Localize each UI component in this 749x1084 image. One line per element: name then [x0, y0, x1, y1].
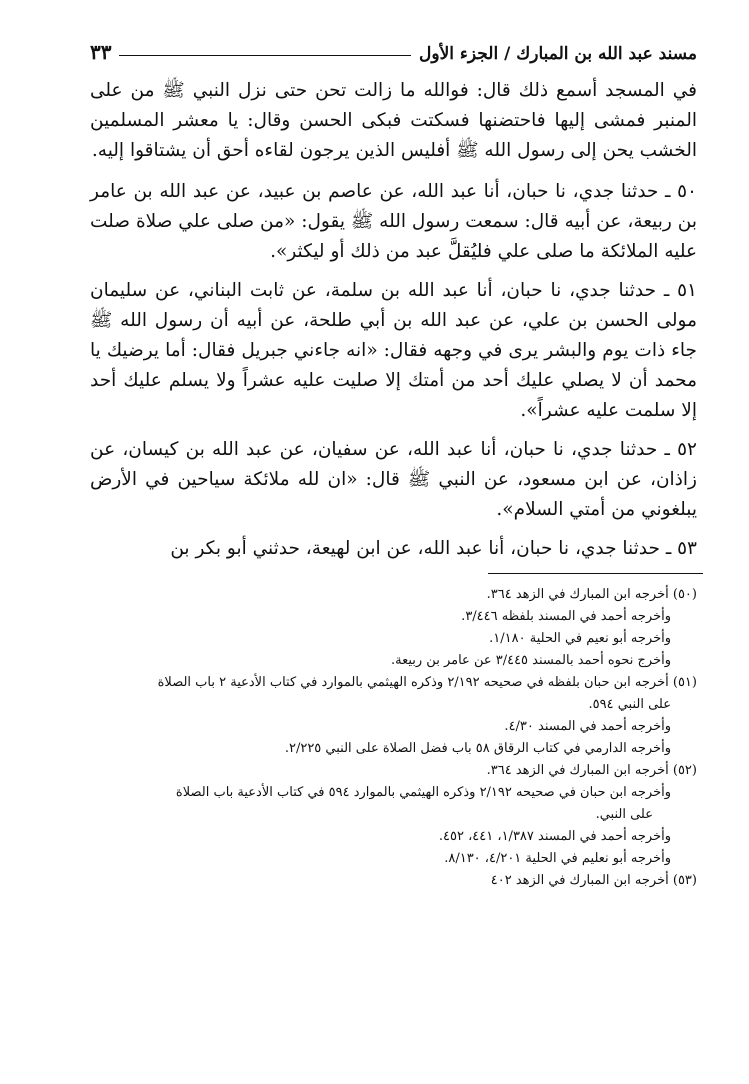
footnote-line: (٥٢) أخرجه ابن المبارك في الزهد ٣٦٤.: [486, 763, 697, 778]
paragraph-continuation: [90, 76, 697, 166]
text-line: صلت عليه الملائكة ما صلى علي فليُقلَّ عبد من ذلك أو ليكثر».: [90, 211, 697, 262]
hadith-53: [90, 534, 697, 564]
footnotes: [90, 584, 697, 892]
text-line: جاء ذات يوم والبشر يرى في وجهه فقال: «انه جاءني جبريل فقال: أما يرضيك: [106, 340, 697, 361]
hadith-52: [90, 435, 697, 525]
header-rule: [119, 55, 411, 56]
hadith-51: [90, 276, 697, 426]
running-title: مسند عبد الله بن المبارك / الجزء الأول: [419, 44, 697, 64]
footnote-line: وأخرجه أبو نعليم في الحلية ٤/٢٠١، ٨/١٣٠.: [444, 851, 671, 866]
footnote-line: على النبي ٥٩٤.: [588, 697, 671, 712]
main-text: [90, 76, 697, 564]
page-header: [90, 30, 697, 64]
footnote-line: وأخرجه أحمد في المسند ١/٣٨٧، ٤٤١، ٤٥٢.: [438, 829, 671, 844]
footnote-line: وأخرجه أبو نعيم في الحلية ١/١٨٠.: [489, 631, 671, 646]
text-line: في المسجد أسمع ذلك قال: فوالله ما زالت تحن حتى نزل النبي ﷺ من على المنبر: [90, 80, 697, 131]
footnote-line: وأخرجه ابن حبان في صحيحه ٢/١٩٢ وذكره الهيثمي بالموارد ٥٩٤ في كتاب الأدعية باب الصلاة: [175, 785, 671, 800]
hadith-50: [90, 177, 697, 267]
footnote-line: وأخرجه أحمد في المسند ٤/٣٠.: [504, 719, 671, 734]
footnote-line: على النبي.: [595, 807, 653, 822]
text-line: فمشى إليها فاحتضنها فسكتت فبكى الحسن وقال: يا معشر المسلمين الخشب يحن: [90, 110, 697, 161]
text-line: ٥٠ ـ حدثنا جدي، نا حبان، أنا عبد الله، عن عاصم بن عبيد، عن عبد الله بن: [133, 181, 697, 202]
text-line: إلى رسول الله ﷺ أفليس الذين يرجون لقاءه أحق أن يشتاقوا إليه.: [91, 140, 597, 161]
text-line: يبلغوني من أمتي السلام».: [496, 499, 697, 520]
footnote-line: وأخرج نحوه أحمد بالمسند ٣/٤٤٥ عن عامر بن ربيعة.: [390, 653, 671, 668]
text-line: ٥١ ـ حدثنا جدي، نا حبان، أنا عبد الله بن سلمة، عن ثابت البناني، عن: [154, 280, 697, 301]
text-line: سليمان مولى الحسن بن علي، عن عبد الله بن أبي طلحة، عن أبيه أن رسول الله ﷺ: [90, 280, 697, 331]
footnote-line: وأخرجه الدارمي في كتاب الرقاق ٥٨ باب فضل الصلاة على النبي ٢/٢٢٥.: [284, 741, 671, 756]
text-line: عن زاذان، عن ابن مسعود، عن النبي ﷺ قال: «ان لله ملائكة سياحين في الأرض: [90, 439, 697, 490]
footnote-line: (٥٠) أخرجه ابن المبارك في الزهد ٣٦٤.: [486, 587, 697, 602]
text-line: ٥٣ ـ حدثنا جدي، نا حبان، أنا عبد الله، عن ابن لهيعة، حدثني أبو بكر بن: [170, 538, 697, 559]
footnote-line: (٥١) أخرجه ابن حبان بلفظه في صحيحه ٢/١٩٢ وذكره الهيثمي بالموارد في كتاب الأدعية ٢ باب الصلاة: [157, 675, 697, 690]
footnote-separator: [488, 573, 703, 574]
text-line: إلا سلمت عليه عشراً».: [520, 400, 697, 421]
page-number: ٣٣: [90, 40, 112, 64]
text-line: عامر بن ربيعة، عن أبيه قال: سمعت رسول الله ﷺ يقول: «من صلى علي صلاة: [90, 181, 697, 232]
footnote-line: وأخرجه أحمد في المسند بلفظه ٣/٤٤٦.: [461, 609, 671, 624]
text-line: يا محمد أن لا يصلي عليك أحد من أمتك إلا صليت عليه عشراً ولا يسلم عليك أحد: [90, 340, 697, 391]
footnote-line: (٥٣) أخرجه ابن المبارك في الزهد ٤٠٢: [490, 873, 697, 888]
text-line: ٥٢ ـ حدثنا جدي، نا حبان، أنا عبد الله، عن سفيان، عن عبد الله بن كيسان،: [122, 439, 697, 460]
